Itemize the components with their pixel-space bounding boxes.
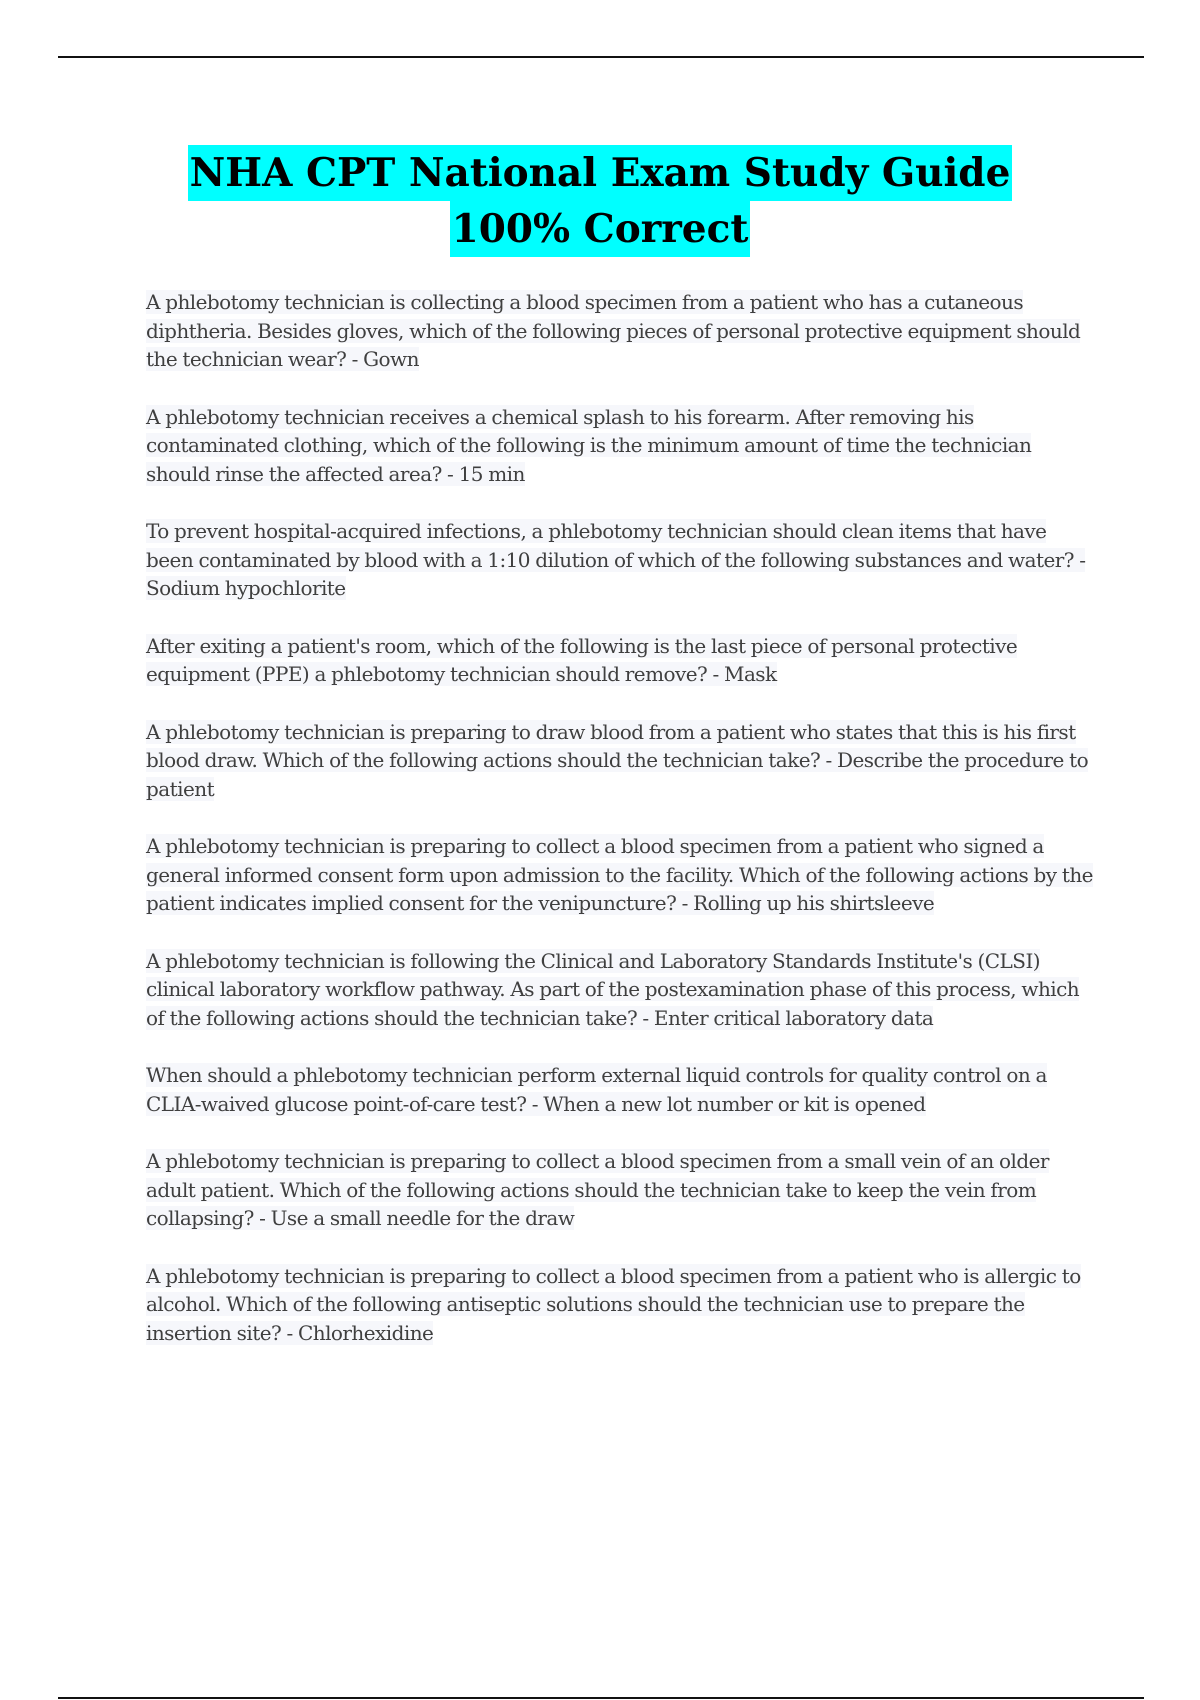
qa-item-7 xyxy=(146,947,1096,1033)
qa-item-2 xyxy=(146,403,1096,489)
qa-item-6 xyxy=(146,832,1096,918)
document-title xyxy=(0,145,1200,257)
qa-text: To prevent hospital-acquired infections, a phlebotomy technician should clean items that have been contaminated by blood with a 1:10 dilution of which of the following substances and water? - Sodium hypochlorite xyxy=(146,519,1086,600)
question-answer-list xyxy=(146,288,1096,1376)
qa-item-1 xyxy=(146,288,1096,374)
qa-text: A phlebotomy technician receives a chemical splash to his forearm. After removing his contaminated clothing, which of the following is the minimum amount of time the technician should rinse the affected area? - 15 min xyxy=(146,404,1032,486)
qa-item-5 xyxy=(146,718,1096,804)
qa-item-9 xyxy=(146,1147,1096,1233)
qa-item-10 xyxy=(146,1262,1096,1348)
bottom-rule xyxy=(58,1697,1144,1699)
qa-text: When should a phlebotomy technician perform external liquid controls for quality control on a CLIA-waived glucose point-of-care test? - When a new lot number or kit is opened xyxy=(146,1063,1047,1116)
qa-text: After exiting a patient's room, which of the following is the last piece of personal protective equipment (PPE) a phlebotomy technician should remove? - Mask xyxy=(146,633,1018,686)
qa-text: A phlebotomy technician is preparing to draw blood from a patient who states that this is his first blood draw. Which of the following actions should the technician take? - Describe the procedure to patient xyxy=(146,719,1089,801)
qa-item-8 xyxy=(146,1061,1096,1118)
qa-item-4 xyxy=(146,632,1096,689)
top-rule xyxy=(58,56,1144,58)
qa-item-3 xyxy=(146,517,1096,603)
qa-text: A phlebotomy technician is preparing to collect a blood specimen from a patient who is allergic to alcohol. Which of the following antiseptic solutions should the technician use to prepare the insertion site? - Chlorhexidine xyxy=(146,1263,1081,1345)
qa-text: A phlebotomy technician is preparing to collect a blood specimen from a patient who signed a general informed consent form upon admission to the facility. Which of the following actions by the patient indicates implied consent for the venipuncture? - Rolling up his shirtsleeve xyxy=(146,834,1093,915)
qa-text: A phlebotomy technician is preparing to collect a blood specimen from a small vein of an older adult patient. Which of the following actions should the technician take to keep the vein from collapsing? - Use a small needle for the draw xyxy=(146,1149,1049,1230)
qa-text: A phlebotomy technician is following the Clinical and Laboratory Standards Institute's (CLSI) clinical laboratory workflow pathway. As part of the postexamination phase of this process, which of the following actions should the technician take? - Enter critical laboratory data xyxy=(146,948,1080,1030)
qa-text: A phlebotomy technician is collecting a blood specimen from a patient who has a cutaneous diphtheria. Besides gloves, which of the following pieces of personal protective equipment should the technician wear? - Gown xyxy=(146,290,1081,371)
title-line-1: NHA CPT National Exam Study Guide xyxy=(188,145,1013,201)
title-line-2: 100% Correct xyxy=(450,201,751,257)
